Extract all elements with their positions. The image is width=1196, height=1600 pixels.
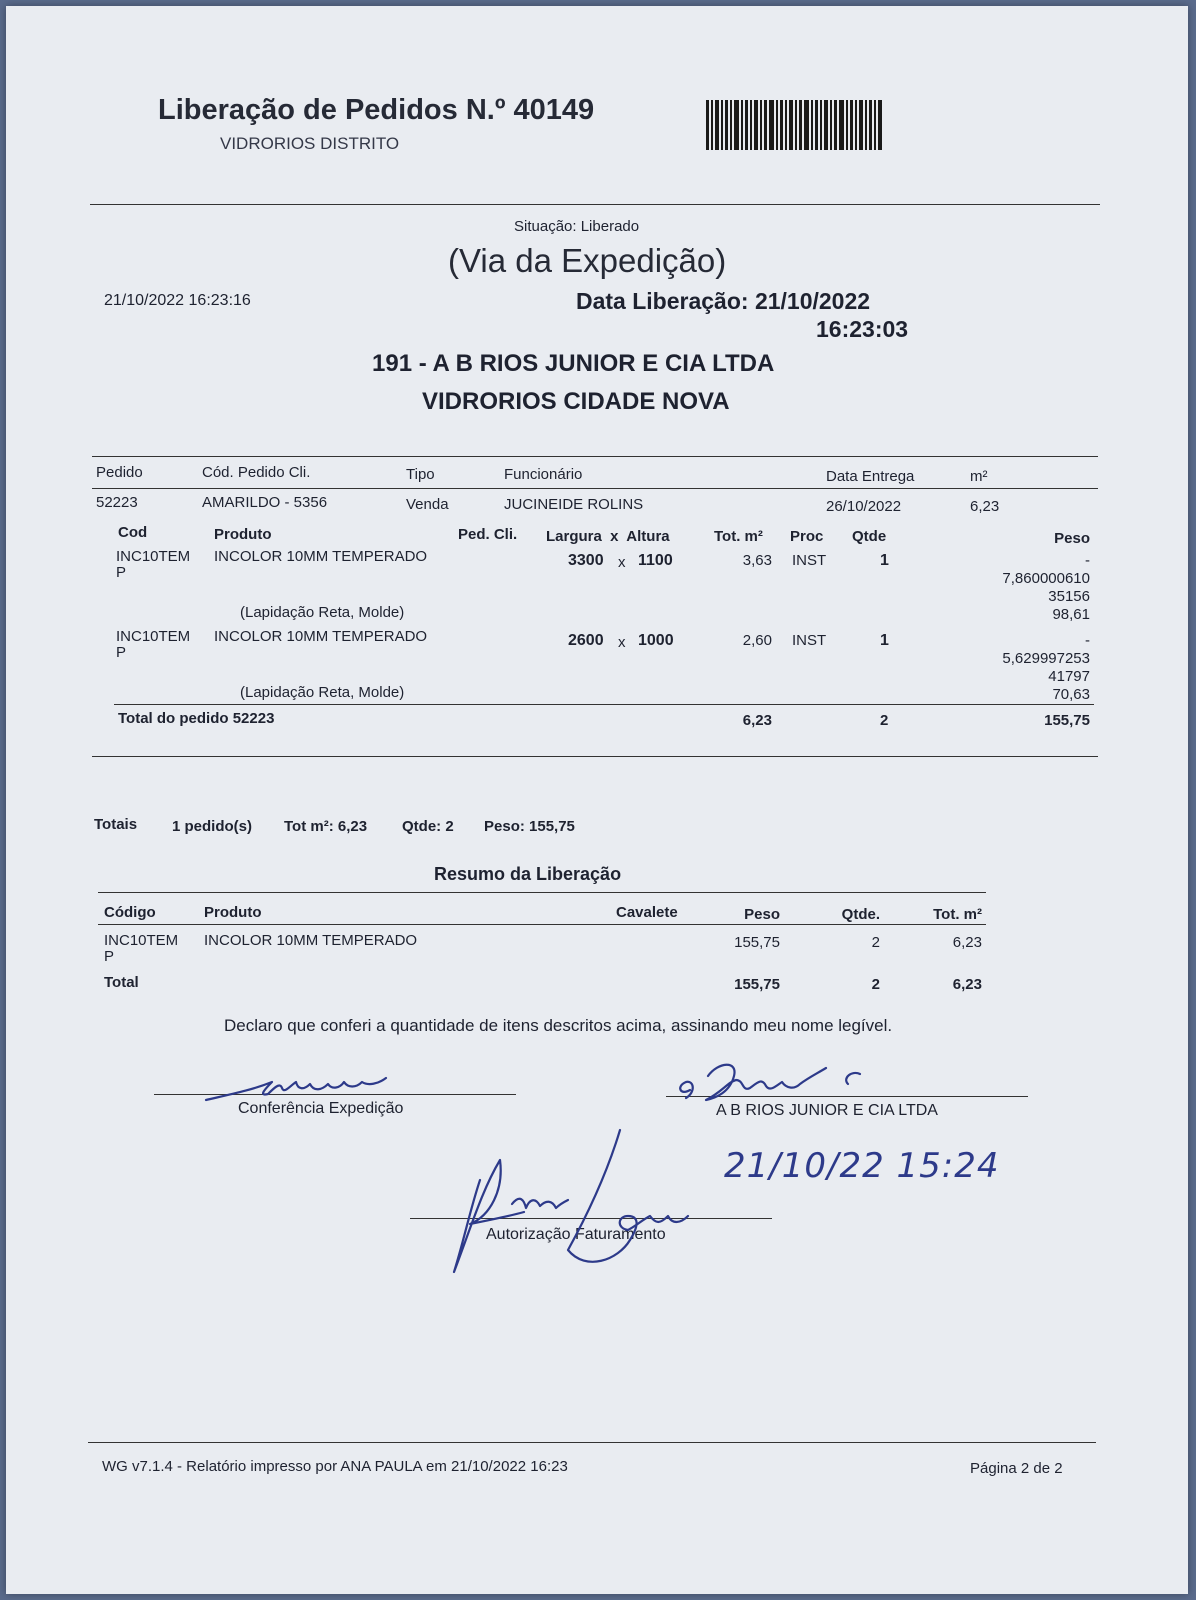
item-peso-factor-cont: 41797 <box>1048 668 1090 685</box>
signature-label-client: A B RIOS JUNIOR E CIA LTDA <box>716 1102 938 1119</box>
item-peso: 98,61 <box>1052 606 1090 623</box>
client-name: 191 - A B RIOS JUNIOR E CIA LTDA <box>372 350 775 377</box>
release-time: 16:23:03 <box>816 316 909 342</box>
order-table-bottom-rule <box>92 756 1098 757</box>
item-peso-dash: - <box>1085 632 1090 649</box>
order-data-entrega: 26/10/2022 <box>826 498 902 515</box>
order-total-peso: 155,75 <box>1044 712 1090 729</box>
order-funcionario: JUCINEIDE ROLINS <box>504 496 644 513</box>
summary-top-rule <box>98 892 986 893</box>
summary-col-cavalete: Cavalete <box>616 904 678 921</box>
report-title: Liberação de Pedidos N.º 40149 <box>158 94 595 126</box>
totals-peso: Peso: 155,75 <box>484 818 575 835</box>
summary-col-tot-m2: Tot. m² <box>933 906 982 923</box>
order-m2: 6,23 <box>970 498 1000 515</box>
items-col-qtde: Qtde <box>852 528 887 545</box>
summary-col-produto: Produto <box>204 904 262 921</box>
signature-label-conferencia: Conferência Expedição <box>238 1100 404 1117</box>
summary-total-peso: 155,75 <box>734 976 780 993</box>
order-total-label: Total do pedido 52223 <box>118 710 275 727</box>
item-peso-factor: 7,860000610 <box>1002 570 1090 587</box>
item-cod-cont: P <box>116 564 127 581</box>
barcode-icon <box>706 100 886 150</box>
summary-total-m2: 6,23 <box>952 976 982 993</box>
signature-client-icon <box>666 1052 906 1112</box>
summary-col-codigo: Código <box>104 904 156 921</box>
handwritten-date: 21/10/22 15:24 <box>724 1146 1000 1186</box>
status-label: Situação: Liberado <box>514 218 640 235</box>
via-title: (Via da Expedição) <box>448 242 727 279</box>
items-col-largura-altura: Largura x Altura <box>546 528 670 545</box>
summary-col-peso: Peso <box>744 906 780 923</box>
totals-pedidos: 1 pedido(s) <box>172 818 253 835</box>
item-qtde: 1 <box>880 632 889 649</box>
signature-autorizacao-icon <box>440 1120 710 1280</box>
item-proc: INST <box>792 632 827 649</box>
order-table-top-rule <box>92 456 1098 457</box>
col-cod-pedido-cli: Cód. Pedido Cli. <box>202 464 311 481</box>
items-col-peso: Peso <box>1054 530 1090 547</box>
item-qtde: 1 <box>880 552 889 569</box>
summary-codigo-cont: P <box>104 948 115 965</box>
totals-qtde: Qtde: 2 <box>402 818 454 835</box>
item-altura: 1100 <box>638 552 673 569</box>
summary-tot-m2: 6,23 <box>952 934 982 951</box>
summary-qtde: 2 <box>871 934 880 951</box>
totals-m2: Tot m²: 6,23 <box>284 818 368 835</box>
footer-rule <box>88 1442 1096 1443</box>
item-obs: (Lapidação Reta, Molde) <box>240 604 405 621</box>
order-tipo: Venda <box>406 496 449 513</box>
col-m2: m² <box>970 468 988 485</box>
client-store: VIDRORIOS CIDADE NOVA <box>422 388 730 415</box>
summary-codigo: INC10TEM <box>104 932 179 949</box>
item-cod-cont: P <box>116 644 127 661</box>
item-x: x <box>618 554 626 571</box>
item-peso-factor: 5,629997253 <box>1002 650 1090 667</box>
item-largura: 3300 <box>568 552 604 569</box>
item-produto: INCOLOR 10MM TEMPERADO <box>214 628 428 645</box>
order-total-rule <box>114 704 1094 705</box>
item-proc: INST <box>792 552 827 569</box>
summary-produto: INCOLOR 10MM TEMPERADO <box>204 932 418 949</box>
col-pedido: Pedido <box>96 464 143 481</box>
item-peso-dash: - <box>1085 552 1090 569</box>
items-col-produto: Produto <box>214 526 272 543</box>
release-date: Data Liberação: 21/10/2022 <box>576 288 871 314</box>
totals-label: Totais <box>94 816 138 833</box>
col-funcionario: Funcionário <box>504 466 583 483</box>
summary-title: Resumo da Liberação <box>434 864 622 884</box>
col-tipo: Tipo <box>406 466 435 483</box>
order-total-m2: 6,23 <box>742 712 772 729</box>
order-pedido: 52223 <box>96 494 138 511</box>
report-page <box>6 6 1188 1594</box>
order-total-qtde: 2 <box>880 712 889 729</box>
items-col-proc: Proc <box>790 528 824 545</box>
print-timestamp: 21/10/2022 16:23:16 <box>104 292 251 309</box>
items-col-cod: Cod <box>118 524 148 541</box>
summary-total-label: Total <box>104 974 139 991</box>
item-x: x <box>618 634 626 651</box>
declaration-text: Declaro que conferi a quantidade de itens descritos acima, assinando meu nome legível. <box>224 1016 893 1035</box>
header-divider <box>90 204 1100 205</box>
col-data-entrega: Data Entrega <box>826 468 915 485</box>
footer-report-info: WG v7.1.4 - Relatório impresso por ANA PAULA em 21/10/2022 16:23 <box>102 1458 568 1475</box>
summary-header-rule <box>98 924 986 925</box>
summary-total-qtde: 2 <box>871 976 880 993</box>
item-cod: INC10TEM <box>116 548 191 565</box>
item-peso: 70,63 <box>1052 686 1090 703</box>
page-number: Página 2 de 2 <box>970 1460 1063 1477</box>
item-tot-m2: 2,60 <box>742 632 772 649</box>
company-name: VIDRORIOS DISTRITO <box>220 134 400 153</box>
item-largura: 2600 <box>568 632 604 649</box>
signature-conferencia-icon <box>202 1066 412 1106</box>
item-peso-factor-cont: 35156 <box>1048 588 1090 605</box>
item-tot-m2: 3,63 <box>742 552 772 569</box>
order-header-rule <box>92 488 1098 489</box>
item-obs: (Lapidação Reta, Molde) <box>240 684 405 701</box>
signature-label-autorizacao: Autorização Faturamento <box>486 1226 666 1243</box>
items-col-tot-m2: Tot. m² <box>714 528 763 545</box>
item-altura: 1000 <box>638 632 674 649</box>
items-col-ped-cli: Ped. Cli. <box>458 526 518 543</box>
summary-peso: 155,75 <box>734 934 780 951</box>
summary-col-qtde: Qtde. <box>841 906 880 923</box>
item-produto: INCOLOR 10MM TEMPERADO <box>214 548 428 565</box>
order-cod-pedido-cli: AMARILDO - 5356 <box>202 494 328 511</box>
item-cod: INC10TEM <box>116 628 191 645</box>
